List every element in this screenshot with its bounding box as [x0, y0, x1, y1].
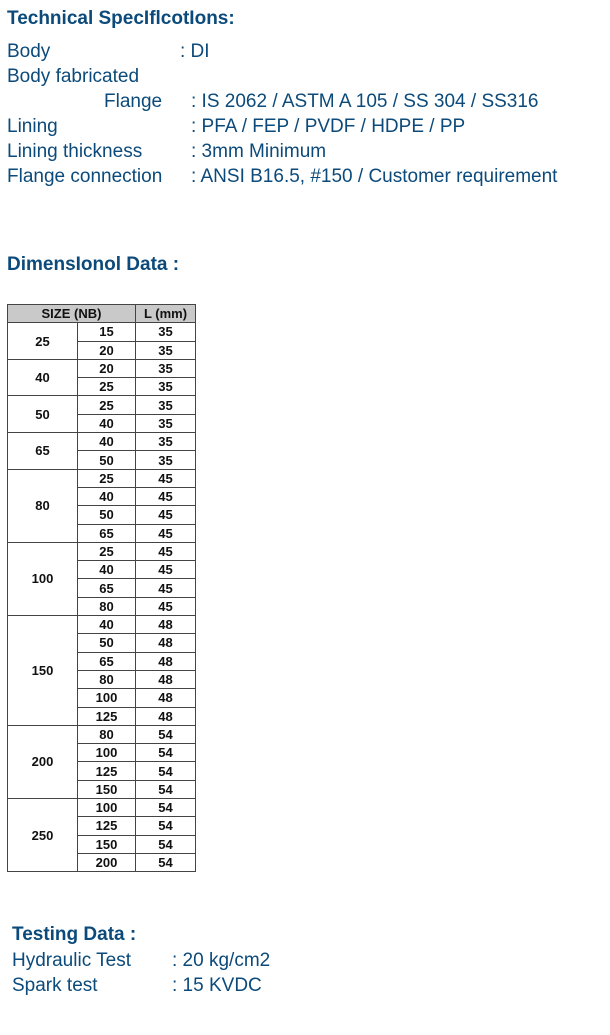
reducing-size-cell: 15: [78, 323, 136, 341]
length-mm-cell: 48: [136, 616, 196, 634]
table-row: [8, 359, 196, 377]
table-row: [8, 469, 196, 487]
spec-label: Body fabricated: [7, 66, 140, 87]
length-mm-cell: 45: [136, 579, 196, 597]
reducing-size-cell: 200: [78, 853, 136, 871]
reducing-size-cell: 80: [78, 725, 136, 743]
size-nb-cell: 80: [8, 469, 78, 542]
reducing-size-cell: 125: [78, 707, 136, 725]
length-mm-cell: 45: [136, 506, 196, 524]
spec-label: Flange connection: [7, 166, 163, 187]
test-value: : 15 KVDC: [172, 975, 262, 996]
reducing-size-cell: 80: [78, 670, 136, 688]
length-mm-cell: 48: [136, 652, 196, 670]
length-mm-cell: 54: [136, 835, 196, 853]
reducing-size-cell: 100: [78, 689, 136, 707]
reducing-size-cell: 40: [78, 433, 136, 451]
table-header-row: [8, 305, 196, 323]
length-mm-cell: 48: [136, 670, 196, 688]
reducing-size-cell: 40: [78, 414, 136, 432]
length-mm-cell: 48: [136, 707, 196, 725]
reducing-size-cell: 40: [78, 487, 136, 505]
spec-label: Flange: [104, 91, 163, 112]
reducing-size-cell: 125: [78, 817, 136, 835]
dimensional-data-table: [7, 304, 196, 872]
reducing-size-cell: 25: [78, 542, 136, 560]
reducing-size-cell: 65: [78, 579, 136, 597]
table-row: [8, 799, 196, 817]
reducing-size-cell: 150: [78, 835, 136, 853]
reducing-size-cell: 100: [78, 799, 136, 817]
length-mm-cell: 35: [136, 378, 196, 396]
table-row: [8, 725, 196, 743]
reducing-size-cell: 65: [78, 524, 136, 542]
length-mm-cell: 54: [136, 799, 196, 817]
length-mm-cell: 45: [136, 487, 196, 505]
size-nb-cell: 40: [8, 359, 78, 396]
table-row: [8, 542, 196, 560]
table-row: [8, 616, 196, 634]
size-nb-cell: 150: [8, 616, 78, 726]
reducing-size-cell: 50: [78, 506, 136, 524]
length-mm-cell: 54: [136, 853, 196, 871]
reducing-size-cell: 25: [78, 378, 136, 396]
reducing-size-cell: 20: [78, 359, 136, 377]
size-nb-cell: 100: [8, 542, 78, 615]
length-mm-cell: 35: [136, 323, 196, 341]
size-nb-cell: 50: [8, 396, 78, 433]
table-row: [8, 396, 196, 414]
length-mm-cell: 54: [136, 762, 196, 780]
reducing-size-cell: 125: [78, 762, 136, 780]
reducing-size-cell: 40: [78, 616, 136, 634]
size-nb-cell: 65: [8, 433, 78, 470]
length-mm-cell: 35: [136, 451, 196, 469]
size-nb-cell: 250: [8, 799, 78, 872]
reducing-size-cell: 80: [78, 597, 136, 615]
length-mm-cell: 54: [136, 817, 196, 835]
length-mm-cell: 35: [136, 433, 196, 451]
length-mm-cell: 45: [136, 524, 196, 542]
length-mm-cell: 35: [136, 396, 196, 414]
spec-value: : ANSI B16.5, #150 / Customer requirement: [191, 166, 558, 187]
reducing-size-cell: 25: [78, 396, 136, 414]
spec-value: : PFA / FEP / PVDF / HDPE / PP: [191, 116, 466, 137]
reducing-size-cell: 150: [78, 780, 136, 798]
technical-specifications-heading: Technical SpecIflcotIons:: [7, 8, 235, 29]
test-label: Spark test: [12, 975, 98, 996]
spec-value: : 3mm Minimum: [191, 141, 327, 162]
testing-data-heading: Testing Data :: [12, 924, 137, 945]
test-value: : 20 kg/cm2: [172, 950, 271, 971]
spec-label: Lining thickness: [7, 141, 143, 162]
length-mm-cell: 45: [136, 542, 196, 560]
length-mm-cell: 45: [136, 561, 196, 579]
length-mm-cell: 54: [136, 725, 196, 743]
table-row: [8, 323, 196, 341]
spec-value: : DI: [180, 41, 210, 62]
size-column-header: SIZE (NB): [8, 305, 136, 323]
table-row: [8, 433, 196, 451]
spec-label: Body: [7, 41, 51, 62]
spec-value: : IS 2062 / ASTM A 105 / SS 304 / SS316: [191, 91, 539, 112]
length-mm-cell: 35: [136, 359, 196, 377]
reducing-size-cell: 20: [78, 341, 136, 359]
table-body: [8, 323, 196, 872]
length-mm-cell: 45: [136, 469, 196, 487]
reducing-size-cell: 100: [78, 744, 136, 762]
reducing-size-cell: 40: [78, 561, 136, 579]
dimensional-data-heading: DimensIonol Data :: [7, 254, 180, 275]
reducing-size-cell: 25: [78, 469, 136, 487]
length-mm-cell: 48: [136, 689, 196, 707]
test-label: Hydraulic Test: [12, 950, 131, 971]
reducing-size-cell: 50: [78, 634, 136, 652]
length-column-header: L (mm): [136, 305, 196, 323]
length-mm-cell: 35: [136, 414, 196, 432]
length-mm-cell: 45: [136, 597, 196, 615]
size-nb-cell: 25: [8, 323, 78, 360]
reducing-size-cell: 65: [78, 652, 136, 670]
reducing-size-cell: 50: [78, 451, 136, 469]
length-mm-cell: 48: [136, 634, 196, 652]
length-mm-cell: 54: [136, 744, 196, 762]
spec-label: Lining: [7, 116, 58, 137]
length-mm-cell: 54: [136, 780, 196, 798]
length-mm-cell: 35: [136, 341, 196, 359]
size-nb-cell: 200: [8, 725, 78, 798]
